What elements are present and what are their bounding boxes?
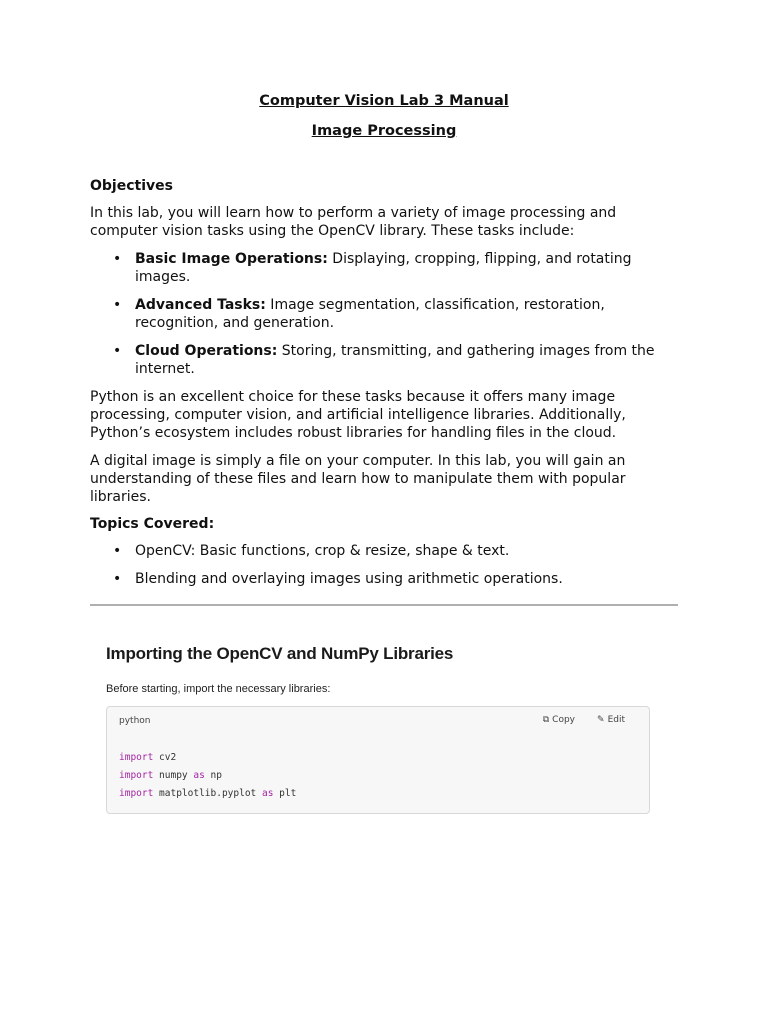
python-paragraph: Python is an excellent choice for these tasks because it offers many image processing, computer vision, and artificial intelligence libraries. Additionally, Python’s ecosystem includes robust libraries for handling files in the cloud. bbox=[90, 389, 626, 441]
module: matplotlib.pyplot bbox=[153, 788, 262, 799]
list-item bbox=[135, 250, 678, 286]
list-item bbox=[135, 296, 678, 332]
code-language-label: python bbox=[119, 716, 151, 726]
code-line bbox=[119, 749, 296, 767]
edit-button[interactable] bbox=[597, 715, 625, 725]
task-label: Advanced Tasks: bbox=[135, 297, 266, 313]
topics-heading: Topics Covered: bbox=[90, 516, 215, 532]
code-line bbox=[119, 785, 296, 803]
task-text: Image segmentation, classification, restoration, recognition, and generation. bbox=[135, 297, 605, 331]
topics-list bbox=[90, 542, 678, 588]
keyword: as bbox=[262, 788, 274, 799]
task-text: Displaying, cropping, flipping, and rotating images. bbox=[135, 251, 632, 285]
edit-icon: ✎ bbox=[597, 715, 605, 725]
list-item: • Blending and overlaying images using arithmetic operations. bbox=[135, 570, 678, 588]
keyword: as bbox=[193, 770, 205, 781]
code-lines bbox=[119, 749, 296, 803]
copy-icon: ⧉ bbox=[542, 715, 550, 725]
task-label: Basic Image Operations: bbox=[135, 251, 328, 267]
alias: plt bbox=[273, 788, 297, 799]
embedded-screenshot bbox=[106, 644, 650, 814]
list-item: • OpenCV: Basic functions, crop & resize, shape & text. bbox=[135, 542, 678, 560]
digital-image-paragraph: A digital image is simply a file on your computer. In this lab, you will gain an understanding of these files and learn how to manipulate them with popular libraries. bbox=[90, 453, 626, 505]
copy-label: Copy bbox=[552, 715, 576, 725]
keyword: import bbox=[119, 788, 154, 799]
code-line bbox=[119, 767, 296, 785]
task-label: Cloud Operations: bbox=[135, 343, 278, 359]
horizontal-divider bbox=[90, 604, 678, 606]
snippet-intro: Before starting, import the necessary libraries: bbox=[106, 683, 331, 695]
copy-button[interactable] bbox=[543, 715, 575, 725]
alias: np bbox=[204, 770, 222, 781]
edit-label: Edit bbox=[607, 715, 625, 725]
keyword: import bbox=[119, 752, 154, 763]
document-subtitle: Image Processing bbox=[311, 123, 457, 139]
objectives-heading: Objectives bbox=[90, 178, 173, 194]
module: cv2 bbox=[153, 752, 177, 763]
document-title: Computer Vision Lab 3 Manual bbox=[259, 93, 509, 109]
module: numpy bbox=[153, 770, 194, 781]
task-text: Storing, transmitting, and gathering images from the internet. bbox=[135, 343, 655, 377]
code-actions bbox=[543, 715, 625, 725]
tasks-list bbox=[90, 250, 678, 378]
code-block bbox=[106, 706, 650, 814]
list-item bbox=[135, 342, 678, 378]
document-page bbox=[90, 92, 678, 598]
snippet-heading: Importing the OpenCV and NumPy Libraries bbox=[106, 644, 454, 663]
keyword: import bbox=[119, 770, 154, 781]
intro-paragraph: In this lab, you will learn how to perform a variety of image processing and computer vision tasks using the OpenCV library. These tasks include: bbox=[90, 205, 617, 239]
